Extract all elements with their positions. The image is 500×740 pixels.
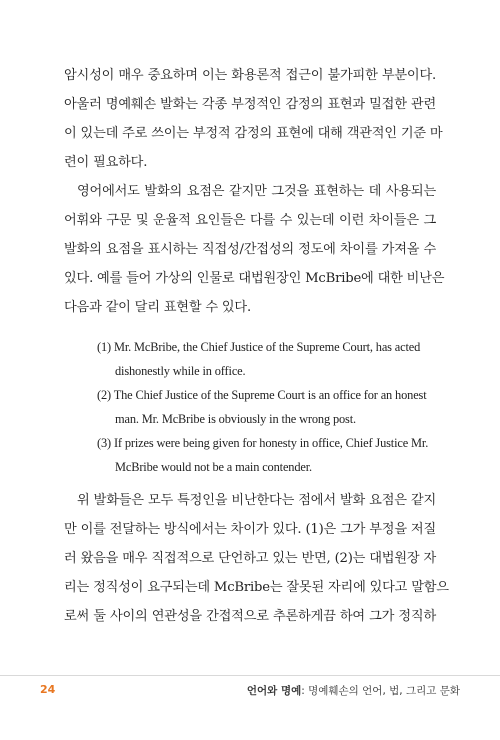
paragraph-3-line-3: 러 왔음을 매우 직접적으로 단언하고 있는 반면, (2)는 대법원장 자	[64, 551, 436, 566]
page-number: 24	[40, 683, 56, 696]
example-3-line-1: (3) If prizes were being given for honesty in office, Chief Justice Mr.	[97, 436, 429, 450]
paragraph-2-line-1: 영어에서도 발화의 요점은 같지만 그것을 표현하는 데 사용되는	[77, 184, 436, 199]
paragraph-2-line-4: 있다. 예를 들어 가상의 인물로 대법원장인 McBribe에 대한 비난은	[64, 271, 445, 286]
paragraph-1-line-3: 이 있는데 주로 쓰이는 부정적 감정의 표현에 대해 객관적인 기준 마	[64, 126, 443, 141]
running-title-book: 언어와 명예	[246, 685, 302, 697]
paragraph-1-line-2: 아울러 명예훼손 발화는 각종 부정적인 감정의 표현과 밀접한 관련	[64, 97, 436, 112]
running-title-subtitle: : 명예훼손의 언어, 법, 그리고 문화	[301, 685, 460, 697]
example-1-line-1: (1) Mr. McBribe, the Chief Justice of the Supreme Court, has acted	[97, 340, 421, 354]
example-3-line-2: McBribe would not be a main contender.	[115, 460, 312, 474]
paragraph-3-line-5: 로써 둘 사이의 연관성을 간접적으로 추론하게끔 하여 그가 정직하	[64, 609, 436, 624]
paragraph-3-line-2: 만 이를 전달하는 방식에서는 차이가 있다. (1)은 그가 부정을 저질	[64, 522, 436, 537]
example-2-line-2: man. Mr. McBribe is obviously in the wrong post.	[115, 412, 356, 426]
example-1-line-2: dishonestly while in office.	[115, 364, 246, 378]
example-2-line-1: (2) The Chief Justice of the Supreme Court is an office for an honest	[97, 388, 427, 402]
paragraph-3-line-1: 위 발화들은 모두 특정인을 비난한다는 점에서 발화 요점은 같지	[77, 493, 436, 508]
running-title	[247, 683, 460, 698]
paragraph-2-line-3: 발화의 요점을 표시하는 직접성/간접성의 정도에 차이를 가져올 수	[64, 242, 436, 257]
paragraph-2-line-2: 어휘와 구문 및 운율적 요인들은 다를 수 있는데 이런 차이들은 그	[64, 213, 436, 228]
paragraph-3-line-4: 리는 정직성이 요구되는데 McBribe는 잘못된 자리에 있다고 말함으	[64, 580, 449, 595]
paragraph-1-line-1: 암시성이 매우 중요하며 이는 화용론적 접근이 불가피한 부분이다.	[64, 68, 436, 83]
paragraph-2-line-5: 다음과 같이 달리 표현할 수 있다.	[64, 300, 251, 315]
paragraph-1-line-4: 련이 필요하다.	[64, 155, 148, 170]
footer-divider	[0, 675, 500, 676]
